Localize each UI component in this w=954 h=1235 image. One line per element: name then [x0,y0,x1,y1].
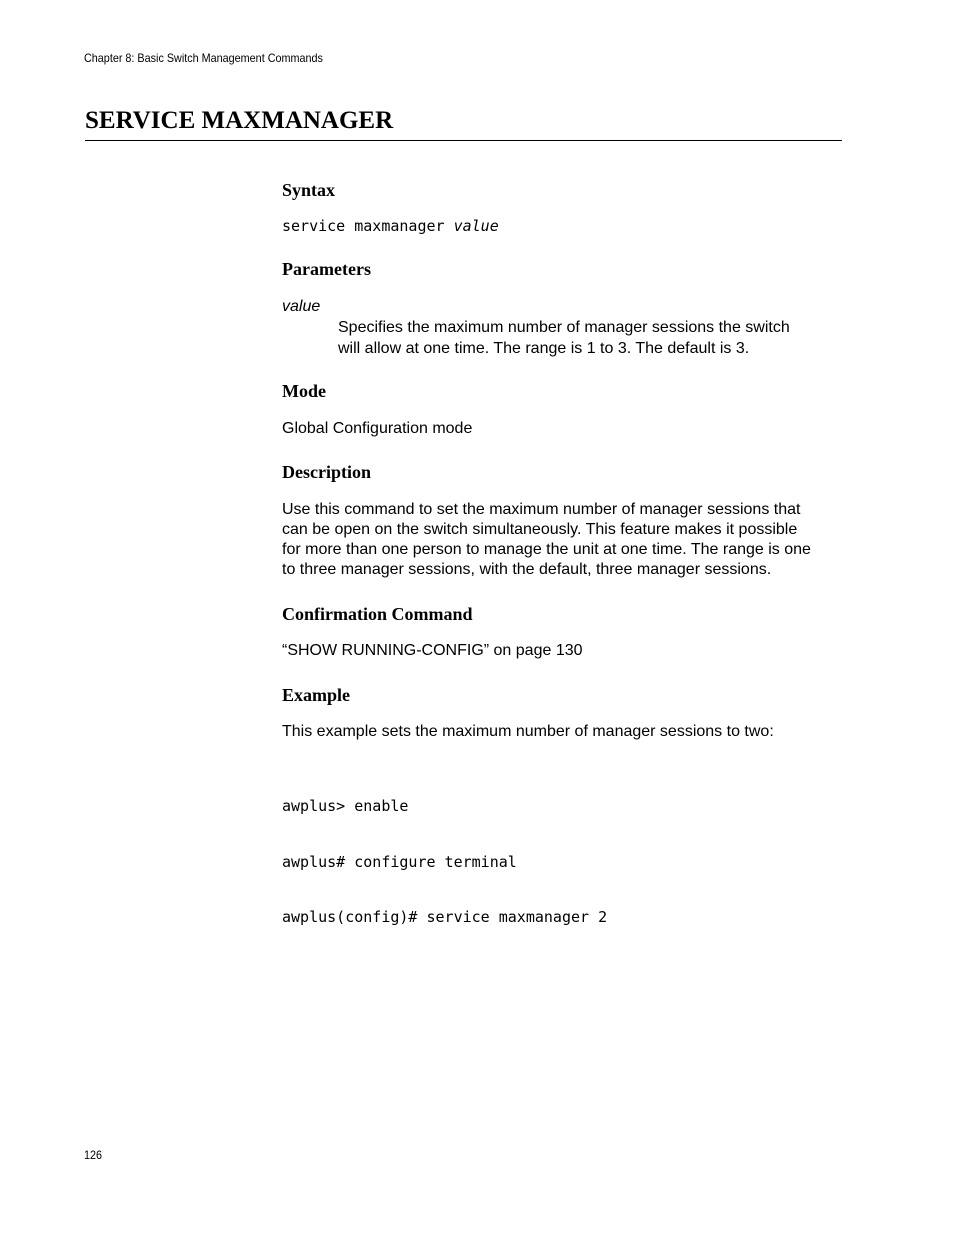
description-heading: Description [282,462,371,482]
parameters-heading: Parameters [282,259,371,279]
code-line: awplus(config)# service maxmanager 2 [282,908,608,926]
confirmation-heading: Confirmation Command [282,604,473,624]
syntax-command: service maxmanager [282,217,445,235]
mode-text: Global Configuration mode [282,420,473,437]
title-rule [85,140,842,141]
example-intro: This example sets the maximum number of manager sessions to two: [282,723,774,740]
syntax-argument: value [453,217,499,235]
page-number: 126 [84,1148,103,1162]
syntax-line [282,217,499,236]
parameter-name: value [282,298,321,315]
description-line: can be open on the switch simultaneously. This feature makes it possible [282,521,798,538]
description-line: for more than one person to manage the unit at one time. The range is one [282,541,811,558]
mode-heading: Mode [282,381,326,401]
parameter-description-line: Specifies the maximum number of manager sessions the switch [338,319,790,336]
page-title: SERVICE MAXMANAGER [85,107,394,134]
example-heading: Example [282,685,351,705]
example-code-block [282,760,607,945]
syntax-heading: Syntax [282,180,336,200]
code-line: awplus# configure terminal [282,852,517,871]
running-header: Chapter 8: Basic Switch Management Commands [84,51,323,65]
description-line: Use this command to set the maximum number of manager sessions that [282,501,801,518]
description-text [282,500,811,580]
parameter-description-line: will allow at one time. The range is 1 to 3. The default is 3. [338,340,750,357]
confirmation-link[interactable]: “SHOW RUNNING-CONFIG” on page 130 [282,642,583,659]
code-line: awplus> enable [282,797,409,815]
description-line: to three manager sessions, with the default, three manager sessions. [282,561,772,578]
parameter-description [338,317,838,359]
